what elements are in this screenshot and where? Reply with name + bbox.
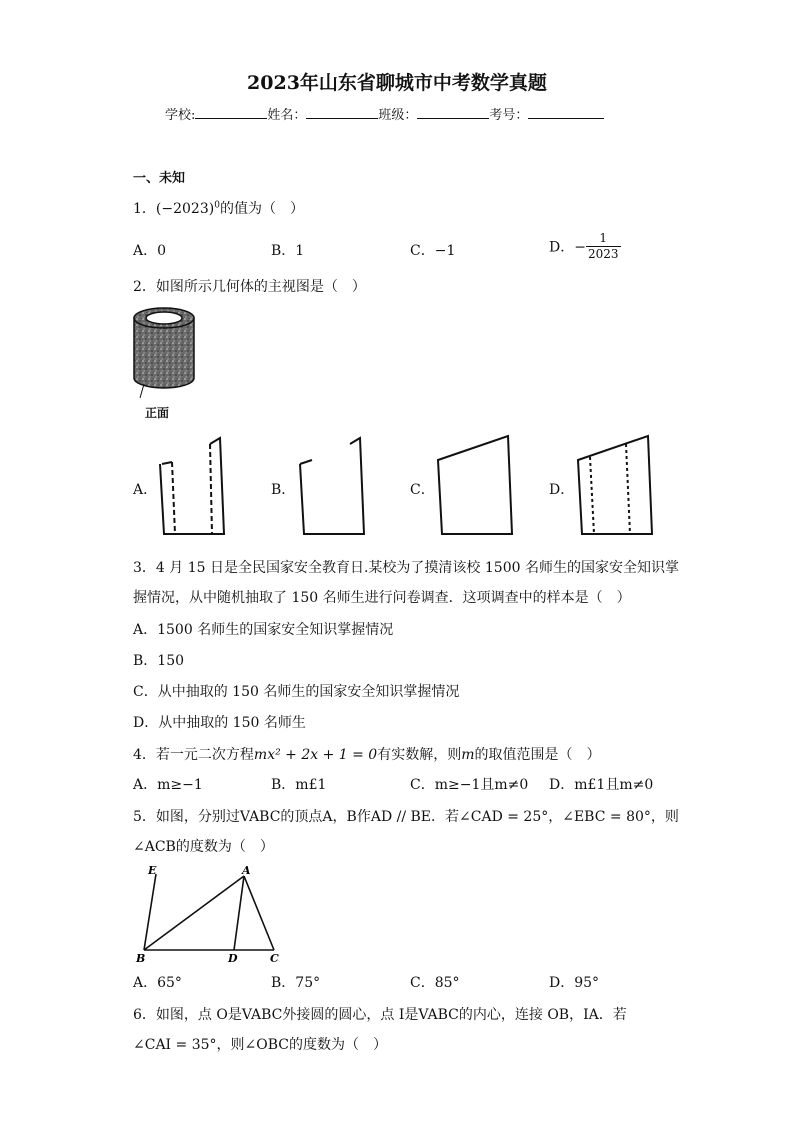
q1-option-b[interactable]: B．1 — [271, 243, 305, 259]
q1-number: 1． — [133, 201, 156, 217]
q5-option-d[interactable]: D．95° — [549, 975, 600, 991]
q2-option-a[interactable]: A． — [133, 482, 158, 498]
school-label: 学校: — [165, 108, 196, 123]
label-e: E — [148, 864, 157, 877]
name-blank[interactable] — [306, 106, 378, 119]
class-blank[interactable] — [417, 106, 489, 119]
exam-number-blank[interactable] — [528, 106, 604, 119]
question-3-line-1: 3．4 月 15 日是全民国家安全教育日.某校为了摸清该校 1500 名师生的国家安全知识掌 — [133, 560, 679, 576]
question-4 — [133, 744, 601, 764]
q4-option-b[interactable]: B．m£1 — [271, 777, 327, 793]
q1-expression: $(-2023)^0$ — [155, 200, 220, 217]
label-c: C — [270, 952, 279, 965]
question-1 — [133, 198, 304, 218]
line-ac — [244, 876, 274, 950]
q4-option-c[interactable]: C．m≥−1且m≠0 — [410, 777, 529, 793]
q4-text-mid: 有实数解，则 — [377, 747, 462, 763]
front-label: 正面 — [145, 406, 170, 420]
q1-option-d[interactable] — [549, 231, 621, 262]
q5-option-c[interactable]: C．85° — [410, 975, 460, 991]
q4-text-post: 的取值范围是（ ） — [474, 747, 601, 763]
q4-variable: m — [461, 747, 475, 763]
q5-option-a[interactable]: A．65° — [133, 975, 182, 991]
q2-option-d-view[interactable] — [576, 434, 656, 536]
cylinder-figure — [130, 300, 210, 400]
q4-option-a[interactable]: A．m≥−1 — [133, 777, 203, 793]
q1-text: 的值为（ ） — [219, 201, 304, 217]
line-be — [144, 874, 156, 950]
q4-text-pre: 4．若一元二次方程 — [133, 747, 254, 763]
q5-option-b[interactable]: B．75° — [271, 975, 321, 991]
question-6-line-2: ∠CAI = 35°，则∠OBC的度数为（ ） — [133, 1037, 387, 1053]
q1-option-d-fraction: $\frac{1}{2023}$ — [587, 231, 619, 261]
exam-number-label: 考号： — [489, 108, 529, 123]
q2-option-c[interactable]: C． — [410, 482, 435, 498]
q1-option-a[interactable]: A．0 — [133, 243, 167, 259]
q1-option-d-prefix: D．− — [549, 239, 586, 256]
q2-option-a-view[interactable] — [158, 436, 228, 536]
question-6-line-1: 6．如图，点 O是VABC外接圆的圆心，点 I是VABC的内心，连接 OB，IA．若 — [133, 1007, 627, 1023]
q3-option-a[interactable]: A．1500 名师生的国家安全知识掌握情况 — [133, 622, 394, 638]
q4-equation: mx² + 2x + 1 = 0 — [253, 747, 378, 763]
q1-option-c[interactable]: C．−1 — [410, 243, 456, 259]
label-d: D — [228, 952, 238, 965]
question-3-line-2: 握情况，从中随机抽取了 150 名师生进行问卷调查．这项调查中的样本是（ ） — [133, 590, 631, 606]
q4-option-d[interactable]: D．m£1且m≠0 — [549, 777, 654, 793]
question-2: 2．如图所示几何体的主视图是（ ） — [133, 279, 366, 295]
line-ba — [144, 876, 244, 950]
label-b: B — [136, 952, 146, 965]
line-ad — [234, 876, 244, 950]
q2-option-d[interactable]: D． — [549, 482, 575, 498]
label-a: A — [242, 864, 251, 877]
question-5-line-2: ∠ACB的度数为（ ） — [133, 839, 274, 855]
student-info-line — [165, 104, 604, 123]
class-label: 班级： — [378, 108, 418, 123]
question-5-line-1: 5．如图，分别过VABC的顶点A，B作AD // BE．若∠CAD = 25°，∠EBC = 80°，则 — [133, 809, 679, 825]
q3-option-d[interactable]: D．从中抽取的 150 名师生 — [133, 715, 306, 731]
q2-option-b-view[interactable] — [298, 436, 368, 536]
q3-option-b[interactable]: B．150 — [133, 653, 185, 669]
q2-option-c-view[interactable] — [436, 434, 516, 536]
school-blank[interactable] — [195, 106, 267, 119]
triangle-figure — [132, 860, 292, 968]
name-label: 姓名： — [267, 108, 307, 123]
page-title: 2023年山东省聊城市中考数学真题 — [247, 72, 547, 94]
section-heading: 一、未知 — [133, 171, 186, 186]
q3-option-c[interactable]: C．从中抽取的 150 名师生的国家安全知识掌握情况 — [133, 684, 460, 700]
q2-option-b[interactable]: B． — [271, 482, 296, 498]
